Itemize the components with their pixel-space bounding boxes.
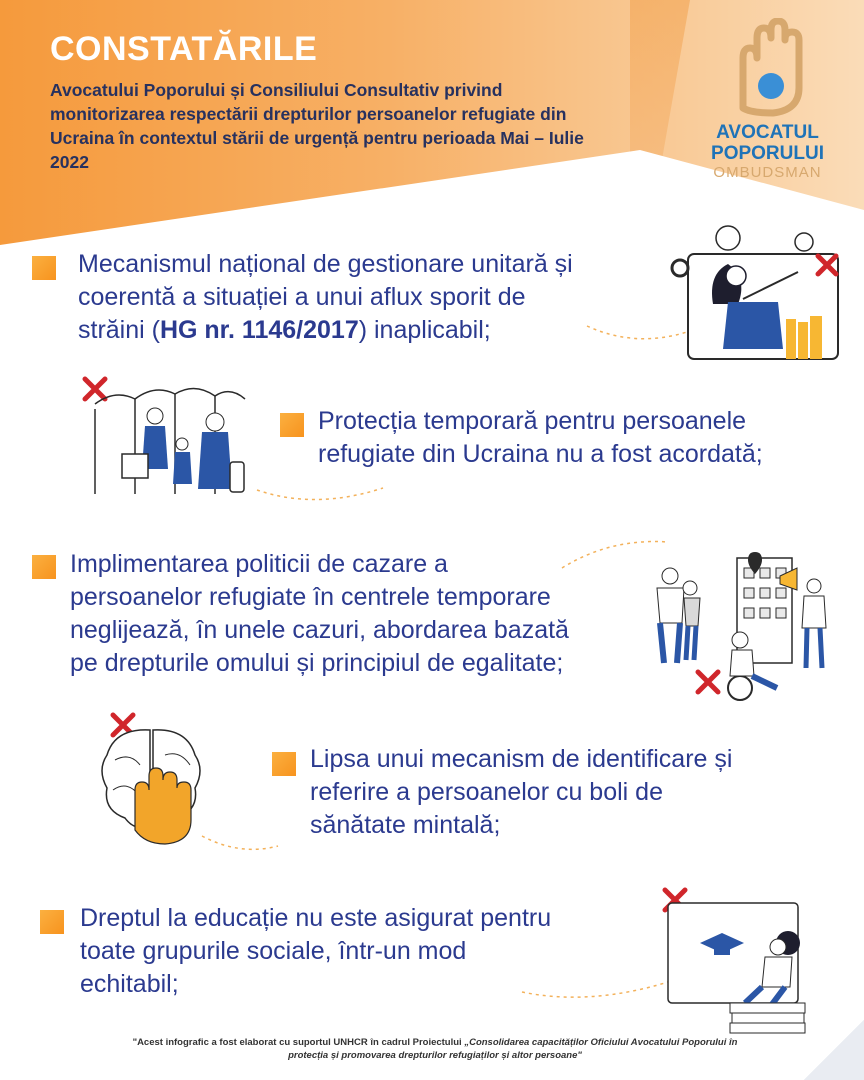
finding-2-line-1: Protecția temporară pentru persoanele — [318, 407, 747, 435]
finding-4-line-3: sănătate mintală; — [310, 811, 501, 839]
finding-3-line-1: Implimentarea politicii de cazare a — [70, 550, 448, 578]
finding-4-text — [310, 743, 810, 842]
page-title: CONSTATĂRILE — [50, 30, 318, 68]
dotted-connector-2 — [255, 480, 385, 510]
brain-hand-illustration — [95, 710, 215, 850]
finding-3-line-4: pe drepturile omului și principiul de egalitate; — [70, 649, 564, 677]
ombudsman-logo — [705, 18, 830, 181]
page-corner-decoration — [804, 1020, 864, 1080]
finding-1-line-3 — [78, 314, 638, 347]
refugee-center-illustration — [642, 548, 842, 703]
finding-1-line-3-post: ) inaplicabil; — [358, 316, 491, 344]
finding-2-text — [318, 405, 838, 471]
logo-name-line1: AVOCATUL — [716, 122, 819, 143]
finding-5-line-2: toate grupurile sociale, într-un mod — [80, 937, 467, 965]
border-fence-illustration — [80, 374, 260, 514]
finding-1-line-2: coerentă a situației a unui aflux sporit de — [78, 283, 526, 311]
footer-credit-text: "Acest infografic a fost elaborat cu suportul UNHCR în cadrul Proiectului — [132, 1037, 465, 1048]
footer-credit — [130, 1036, 740, 1062]
bullet-square-icon — [32, 256, 56, 280]
education-illustration — [660, 885, 810, 1035]
bullet-square-icon — [280, 413, 304, 437]
hand-icon — [723, 18, 813, 118]
finding-4-line-1: Lipsa unui mecanism de identificare și — [310, 745, 733, 773]
bullet-square-icon — [272, 752, 296, 776]
dotted-connector-4 — [200, 828, 280, 858]
bullet-square-icon — [40, 910, 64, 934]
finding-5-line-1: Dreptul la educație nu este asigurat pentru — [80, 904, 552, 932]
finding-4-line-2: referire a persoanelor cu boli de — [310, 778, 663, 806]
dotted-connector-5 — [520, 972, 670, 1007]
footer-project-name: „Consolidarea capacităților Oficiului Avocatului Poporului în protecția și promovarea drepturilor refugiaților și altor persoane" — [288, 1037, 738, 1061]
page-subtitle: Avocatului Poporului și Consiliului Consultativ privind monitorizarea respectării drepturilor persoanelor refugiate din Ucraina în contextul stării de urgență pentru perioada Mai – Iulie 2022 — [50, 80, 584, 172]
logo-name-line2: POPORULUI — [711, 143, 824, 164]
finding-3-line-3: neglijează, în unele cazuri, abordarea bazată — [70, 616, 569, 644]
finding-2-line-2: refugiate din Ucraina nu a fost acordată; — [318, 440, 763, 468]
finding-1-line-1: Mecanismul național de gestionare unitară și — [78, 250, 573, 278]
finding-3-line-2: persoanelor refugiate în centrele temporare — [70, 583, 551, 611]
finding-1-text — [78, 248, 638, 347]
finding-5-line-3: echitabil; — [80, 970, 179, 998]
logo-tagline: OMBUDSMAN — [713, 164, 822, 181]
finding-1-law-reference: HG nr. 1146/2017 — [159, 316, 359, 344]
finding-1-line-3-pre: străini ( — [78, 316, 160, 344]
finding-3-text — [70, 548, 640, 680]
bullet-square-icon — [32, 555, 56, 579]
presentation-illustration — [668, 224, 848, 364]
